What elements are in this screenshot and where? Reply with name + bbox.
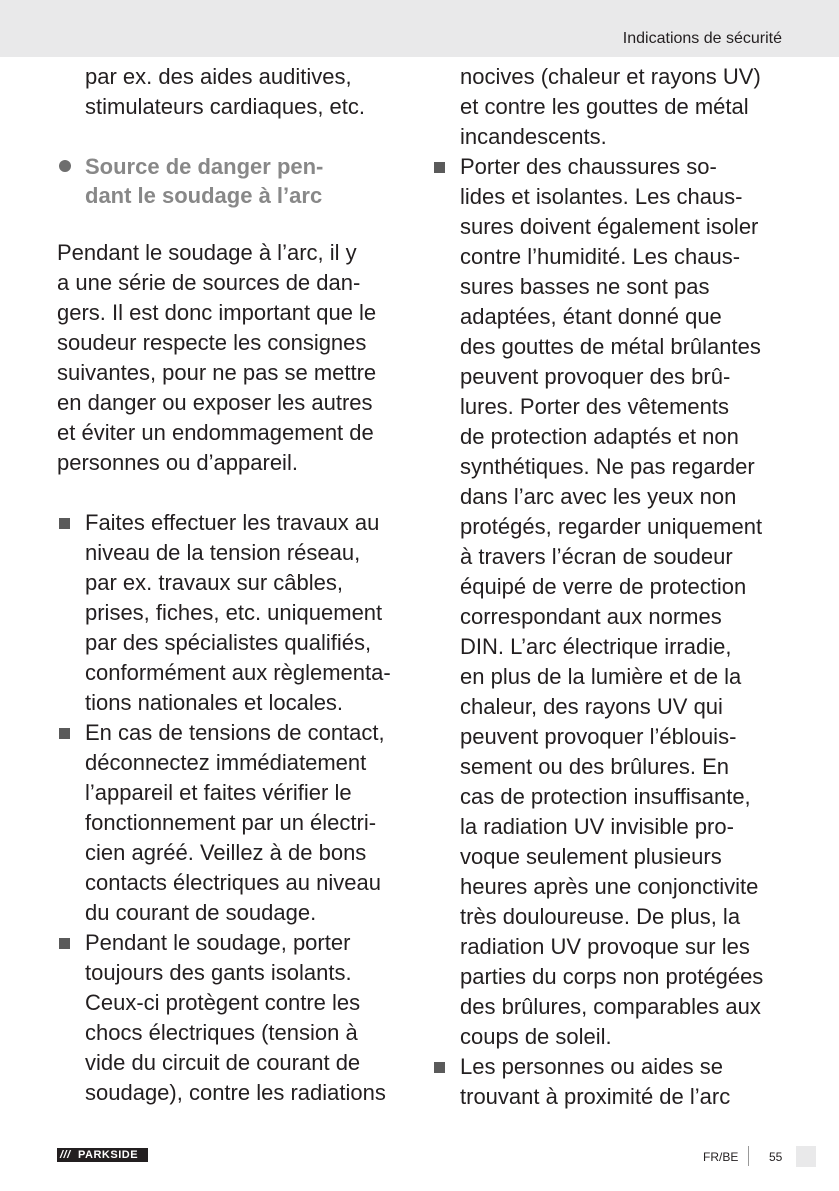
text-line: l’appareil et faites vérifier le — [85, 780, 352, 805]
text-line: par ex. travaux sur câbles, — [85, 570, 344, 595]
text-line: heures après une conjonctivite — [460, 874, 759, 899]
bullet-item — [57, 508, 417, 718]
text-line: trouvant à proximité de l’arc — [460, 1084, 731, 1109]
heading-line: dant le soudage à l’arc — [85, 183, 323, 208]
text-line: contacts électriques au niveau — [85, 870, 381, 895]
text-line: conformément aux règlementa- — [85, 660, 391, 685]
text-line: incandescents. — [460, 124, 607, 149]
text-line: Faites effectuer les travaux au — [85, 510, 380, 535]
bullet-item — [432, 152, 792, 1052]
text-line: Porter des chaussures so- — [460, 154, 717, 179]
text-line: prises, fiches, etc. uniquement — [85, 600, 383, 625]
continuation-paragraph — [432, 62, 792, 152]
page-header-title: Indications de sécurité — [622, 30, 782, 47]
text-line: des brûlures, comparables aux — [460, 994, 761, 1019]
text-line: peuvent provoquer des brû- — [460, 364, 731, 389]
parkside-logo — [57, 1148, 148, 1162]
text-line: dans l’arc avec les yeux non — [460, 484, 737, 509]
bullet-item — [57, 718, 417, 928]
text-line: lides et isolantes. Les chaus- — [460, 184, 743, 209]
text-line: chocs électriques (tension à — [85, 1020, 358, 1045]
text-line: chaleur, des rayons UV qui — [460, 694, 723, 719]
text-line: synthétiques. Ne pas regarder — [460, 454, 755, 479]
text-line: cas de protection insuffisante, — [460, 784, 751, 809]
text-line: sures basses ne sont pas — [460, 274, 710, 299]
text-line: la radiation UV invisible pro- — [460, 814, 734, 839]
header-bar — [0, 0, 839, 57]
left-column — [57, 62, 417, 1108]
intro-paragraph — [57, 238, 417, 478]
text-line: déconnectez immédiatement — [85, 750, 367, 775]
text-line: adaptées, étant donné que — [460, 304, 722, 329]
text-line: Les personnes ou aides se — [460, 1054, 723, 1079]
logo-slashes: /// — [60, 1149, 71, 1161]
text-line: équipé de verre de protection — [460, 574, 747, 599]
bullet-square-icon — [59, 518, 70, 529]
text-line: du courant de soudage. — [85, 900, 317, 925]
logo-brand: PARKSIDE — [78, 1149, 139, 1161]
text-line: stimulateurs cardiaques, etc. — [85, 94, 366, 119]
text-line: très douloureuse. De plus, la — [460, 904, 741, 929]
text-line: des gouttes de métal brûlantes — [460, 334, 761, 359]
text-line: correspondant aux normes — [460, 604, 722, 629]
text-line: en danger ou exposer les autres — [57, 390, 373, 415]
footer-divider — [748, 1146, 749, 1166]
heading-line: Source de danger pen- — [85, 154, 324, 179]
text-line: parties du corps non protégées — [460, 964, 764, 989]
bullet-square-icon — [434, 1062, 445, 1073]
text-line: cien agréé. Veillez à de bons — [85, 840, 367, 865]
text-line: Ceux-ci protègent contre les — [85, 990, 361, 1015]
text-line: fonctionnement par un électri- — [85, 810, 377, 835]
text-line: peuvent provoquer l’éblouis- — [460, 724, 737, 749]
bullet-square-icon — [434, 162, 445, 173]
bullet-dot-icon — [59, 160, 71, 172]
text-line: nocives (chaleur et rayons UV) — [460, 64, 761, 89]
text-line: a une série de sources de dan- — [57, 270, 361, 295]
text-line: En cas de tensions de contact, — [85, 720, 385, 745]
text-line: Pendant le soudage à l’arc, il y — [57, 240, 357, 265]
right-column — [432, 62, 792, 1112]
text-line: et éviter un endommagement de — [57, 420, 374, 445]
text-line: à travers l’écran de soudeur — [460, 544, 733, 569]
text-line: protégés, regarder uniquement — [460, 514, 763, 539]
text-line: gers. Il est donc important que le — [57, 300, 377, 325]
text-line: vide du circuit de courant de — [85, 1050, 361, 1075]
bullet-item — [57, 928, 417, 1108]
text-line: par des spécialistes qualifiés, — [85, 630, 372, 655]
continuation-paragraph — [57, 62, 417, 122]
text-line: sures doivent également isoler — [460, 214, 759, 239]
footer-tab — [796, 1146, 816, 1167]
footer-language: FR/BE — [703, 1150, 739, 1164]
text-line: soudage), contre les radiations — [85, 1080, 386, 1105]
text-line: Pendant le soudage, porter — [85, 930, 351, 955]
text-line: radiation UV provoque sur les — [460, 934, 750, 959]
text-line: sement ou des brûlures. En — [460, 754, 730, 779]
text-line: tions nationales et locales. — [85, 690, 344, 715]
text-line: soudeur respecte les consignes — [57, 330, 367, 355]
text-line: en plus de la lumière et de la — [460, 664, 742, 689]
text-line: coups de soleil. — [460, 1024, 612, 1049]
bullet-square-icon — [59, 938, 70, 949]
text-line: lures. Porter des vêtements — [460, 394, 730, 419]
text-line: personnes ou d’appareil. — [57, 450, 298, 475]
page-number: 55 — [769, 1150, 783, 1164]
text-line: et contre les gouttes de métal — [460, 94, 749, 119]
text-line: toujours des gants isolants. — [85, 960, 352, 985]
text-line: contre l’humidité. Les chaus- — [460, 244, 741, 269]
text-line: niveau de la tension réseau, — [85, 540, 361, 565]
bullet-square-icon — [59, 728, 70, 739]
text-line: DIN. L’arc électrique irradie, — [460, 634, 732, 659]
section-heading — [57, 152, 417, 210]
text-line: voque seulement plusieurs — [460, 844, 722, 869]
text-line: de protection adaptés et non — [460, 424, 739, 449]
bullet-item — [432, 1052, 792, 1112]
text-line: par ex. des aides auditives, — [85, 64, 352, 89]
text-line: suivantes, pour ne pas se mettre — [57, 360, 377, 385]
